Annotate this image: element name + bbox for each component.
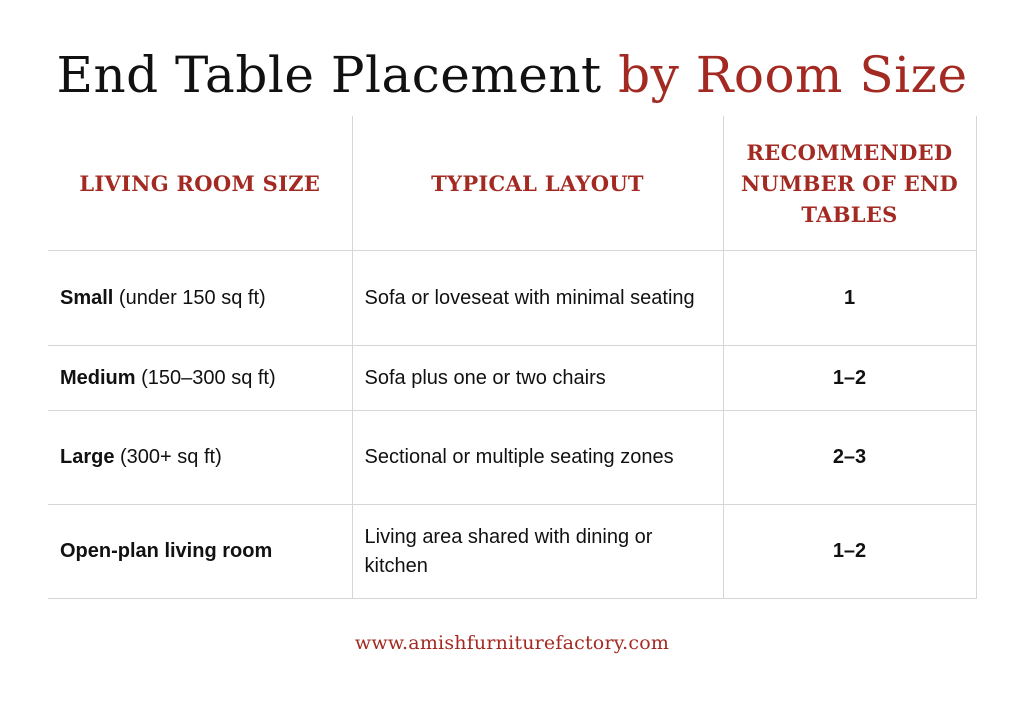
title-main: End Table Placement	[56, 46, 602, 104]
room-size-detail: (150–300 sq ft)	[135, 366, 276, 389]
room-size-detail: (300+ sq ft)	[114, 446, 222, 468]
page-title	[0, 40, 1024, 110]
room-size-name: Open-plan living room	[60, 540, 273, 562]
cell-count: 2–3	[723, 411, 976, 505]
website-url: www.amishfurniturefactory.com	[354, 632, 670, 654]
cell-room-size	[48, 411, 352, 505]
cell-room-size	[48, 346, 352, 411]
room-size-name: Medium	[60, 366, 136, 389]
header-living-room-size: LIVING ROOM SIZE	[48, 116, 352, 251]
cell-room-size	[48, 251, 352, 346]
cell-layout: Living area shared with dining or kitchen	[352, 505, 723, 599]
table-row	[48, 251, 976, 346]
header-typical-layout: TYPICAL LAYOUT	[352, 116, 723, 251]
cell-layout: Sectional or multiple seating zones	[352, 411, 723, 505]
table-row	[48, 411, 976, 505]
cell-count: 1	[723, 251, 976, 346]
table-row	[48, 505, 976, 599]
room-size-name: Small	[60, 286, 114, 309]
cell-layout: Sofa or loveseat with minimal seating	[352, 251, 723, 346]
table-header-row	[48, 116, 976, 251]
room-size-name: Large	[60, 446, 115, 468]
table-row	[48, 346, 976, 411]
cell-layout: Sofa plus one or two chairs	[352, 346, 723, 411]
placement-table	[48, 116, 977, 599]
room-size-detail: (under 150 sq ft)	[113, 286, 266, 309]
header-recommended-number: RECOMMENDED NUMBER OF END TABLES	[723, 116, 976, 251]
cell-count: 1–2	[723, 346, 976, 411]
title-accent: by Room Size	[618, 46, 968, 104]
cell-room-size	[48, 505, 352, 599]
cell-count: 1–2	[723, 505, 976, 599]
